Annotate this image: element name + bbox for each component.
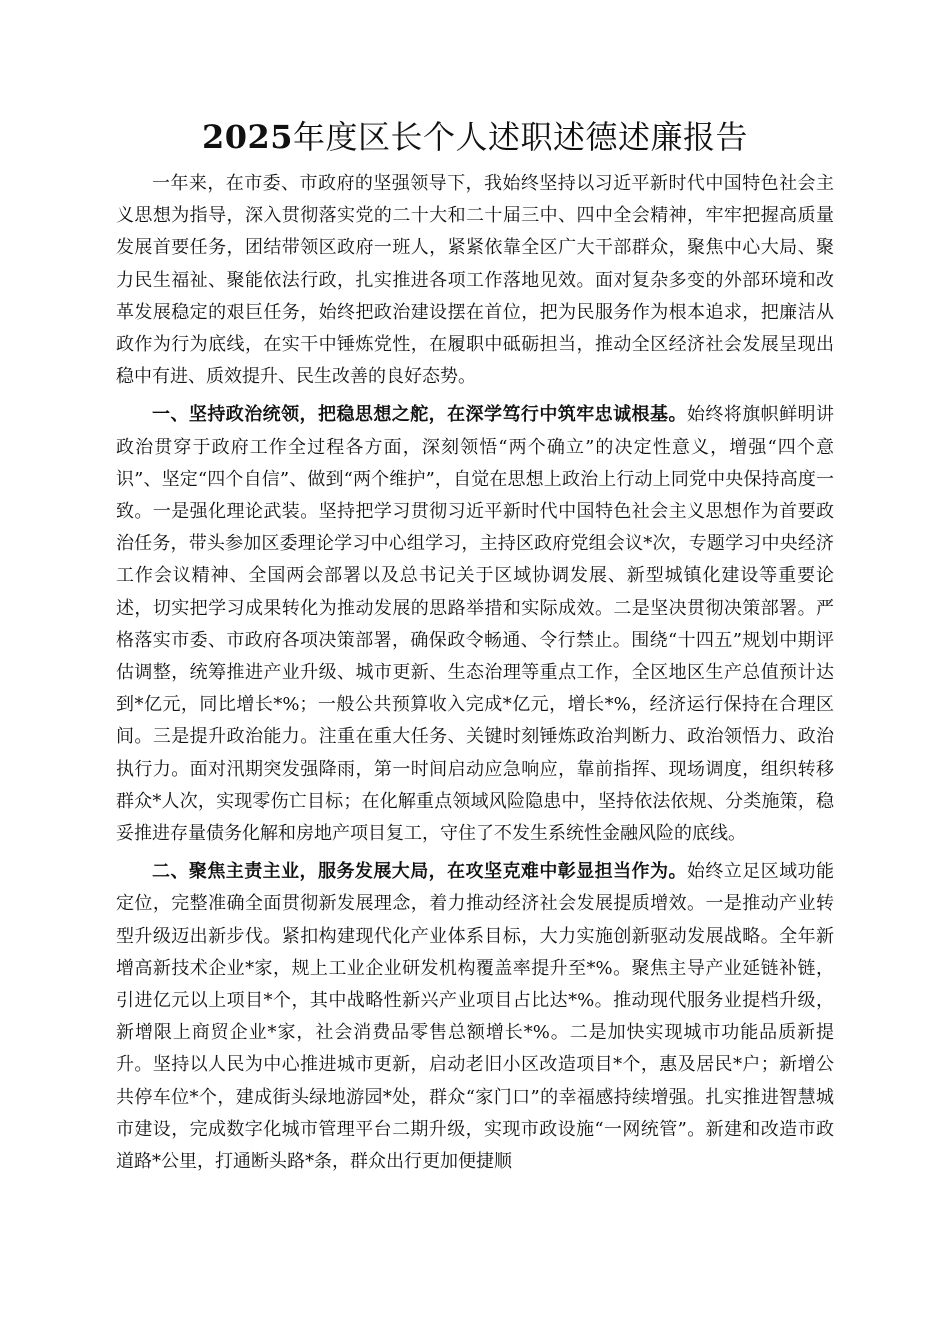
section-one-text: 始终将旗帜鲜明讲政治贯穿于政府工作全过程各方面，深刻领悟“两个确立”的决定性意义，增强“四个意识”、坚定“四个自信”、做到“两个维护”，自觉在思想上政治上行动上同党中央保持高度一致。一是强化理论武装。坚持把学习贯彻习近平新时代中国特色社会主义思想作为首要政治任务，带头参加区委理论学习中心组学习，主持区政府党组会议*次，专题学习中央经济工作会议精神、全国两会部署以及总书记关于区域协调发展、新型城镇化建设等重要论述，切实把学习成果转化为推动发展的思路举措和实际成效。二是坚决贯彻决策部署。严格落实市委、市政府各项决策部署，确保政令畅通、令行禁止。围绕“十四五”规划中期评估调整，统筹推进产业升级、城市更新、生态治理等重点工作，全区地区生产总值预计达到*亿元，同比增长*%；一般公共预算收入完成*亿元，增长*%，经济运行保持在合理区间。三是提升政治能力。注重在重大任务、关键时刻锤炼政治判断力、政治领悟力、政治执行力。面对汛期突发强降雨，第一时间启动应急响应，靠前指挥、现场调度，组织转移群众*人次，实现零伤亡目标；在化解重点领域风险隐患中，坚持依法依规、分类施策，稳妥推进存量债务化解和房地产项目复工，守住了不发生系统性金融风险的底线。 bbox=[116, 404, 835, 845]
section-two-paragraph bbox=[116, 856, 834, 1178]
section-two-text: 始终立足区域功能定位，完整准确全面贯彻新发展理念，着力推动经济社会发展提质增效。一是推动产业转型升级迈出新步伐。紧扣构建现代化产业体系目标，大力实施创新驱动发展战略。全年新增高新技术企业*家，规上工业企业研发机构覆盖率提升至*%。聚焦主导产业延链补链，引进亿元以上项目*个，其中战略性新兴产业项目占比达*%。推动现代服务业提档升级，新增限上商贸企业*家，社会消费品零售总额增长*%。二是加快实现城市功能品质新提升。坚持以人民为中心推进城市更新，启动老旧小区改造项目*个，惠及居民*户；新增公共停车位*个，建成街头绿地游园*处，群众“家门口”的幸福感持续增强。扎实推进智慧城市建设，完成数字化城市管理平台二期升级，实现市政设施“一网统管”。新建和改造市政道路*公里，打通断头路*条，群众出行更加便捷顺 bbox=[116, 861, 835, 1173]
section-two-heading: 二、聚焦主责主业，服务发展大局，在攻坚克难中彰显担当作为。 bbox=[152, 861, 687, 883]
document-body bbox=[116, 168, 834, 1178]
section-one-paragraph bbox=[116, 399, 834, 850]
page-title bbox=[0, 114, 950, 160]
title-year: 2025 bbox=[201, 118, 294, 156]
paragraph-text: 一年来，在市委、市政府的坚强领导下，我始终坚持以习近平新时代中国特色社会主义思想为指导，深入贯彻落实党的二十大和二十届三中、四中全会精神，牢牢把握高质量发展首要任务，团结带领区政府一班人，紧紧依靠全区广大干部群众，聚焦中心大局、聚力民生福祉、聚能依法行政，扎实推进各项工作落地见效。面对复杂多变的外部环境和改革发展稳定的艰巨任务，始终把政治建设摆在首位，把为民服务作为根本追求，把廉洁从政作为行为底线，在实干中锤炼党性，在履职中砥砺担当，推动全区经济社会发展呈现出稳中有进、质效提升、民生改善的良好态势。 bbox=[116, 173, 834, 388]
title-text: 年度区长个人述职述德述廉报告 bbox=[293, 118, 749, 156]
intro-paragraph bbox=[116, 168, 834, 393]
section-one-heading: 一、坚持政治统领，把稳思想之舵，在深学笃行中筑牢忠诚根基。 bbox=[152, 404, 687, 426]
